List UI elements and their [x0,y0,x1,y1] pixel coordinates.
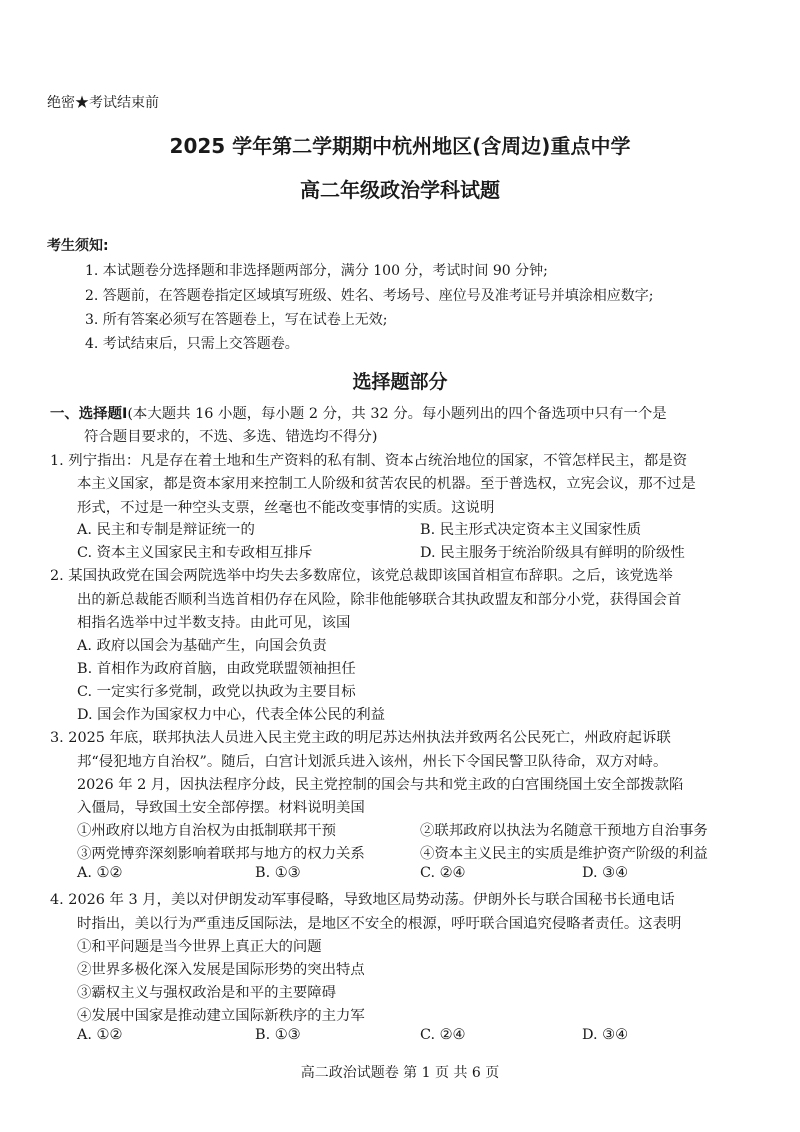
question-3-option-d: D. ③④ [582,865,628,881]
section-title: 选择题部分 [352,371,448,393]
question-4-statement-3: ③霸权主义与强权政治是和平的主要障碍 [77,985,337,1001]
question-1-option-a: A. 民主和专制是辩证统一的 [77,522,255,538]
question-2-option-a: A. 政府以国会为基础产生，向国会负责 [77,638,327,654]
question-3-statement-3: ③两党博弈深刻影响着联邦与地方的权力关系 [77,846,365,862]
question-1-option-b: B. 民主形式决定资本主义国家性质 [420,522,642,538]
question-1-option-c: C. 资本主义国家民主和专政相互排斥 [77,545,313,561]
question-2-stem: 出的新总裁能否顺利当选首相仍存在风险，除非他能够联合其执政盟友和部分小党，获得国会首 [77,592,682,608]
notice-item: 1. 本试题卷分选择题和非选择题两部分，满分 100 分，考试时间 90 分钟; [85,263,548,279]
question-1-option-d: D. 民主服务于统治阶级具有鲜明的阶级性 [420,545,685,561]
part-label: 一、选择题Ⅰ [50,406,128,422]
question-4-option-c: C. ②④ [420,1027,466,1043]
question-4-statement-2: ②世界多极化深入发展是国际形势的突出特点 [77,962,365,978]
question-3-stem: 2026 年 2 月，因执法程序分歧，民主党控制的国会与共和党主政的白宫围绕国土安全部拨款陷 [77,777,684,793]
part-description: (本大题共 16 小题，每小题 2 分，共 32 分。每小题列出的四个备选项中只有一个是 [127,406,667,422]
question-3-statement-4: ④资本主义民主的实质是维护资产阶级的利益 [420,846,708,862]
question-3-stem: 邦“侵犯地方自治权”。随后，白宫计划派兵进入该州，州长下令国民警卫队待命，双方对峙。 [77,754,668,770]
question-4-option-a: A. ①② [77,1027,123,1043]
question-2-option-c: C. 一定实行多党制，政党以执政为主要目标 [77,684,356,700]
notice-item: 3. 所有答案必须写在答题卷上，写在试卷上无效; [85,312,388,328]
question-3-option-b: B. ①③ [255,865,301,881]
question-3-stem: 3. 2025 年底，联邦执法人员进入民主党主政的明尼苏达州执法并致两名公民死亡，州政府起诉联 [50,730,671,746]
question-1-stem: 本主义国家，都是资本家用来控制工人阶级和贫苦农民的机器。至于普选权，立宪会议，那不过是 [77,476,696,492]
part-description-cont: 符合题目要求的，不选、多选、错选均不得分) [84,429,378,445]
question-1-stem: 形式，不过是一种空头支票，丝毫也不能改变事情的实质。这说明 [77,500,495,516]
question-4-stem: 4. 2026 年 3 月，美以对伊朗发动军事侵略，导致地区局势动荡。伊朗外长与联合国秘书长通电话 [50,892,675,908]
page-footer: 高二政治试题卷 第 1 页 共 6 页 [300,1065,500,1081]
exam-title: 2025 学年第二学期期中杭州地区(含周边)重点中学 [169,134,631,158]
exam-subtitle: 高二年级政治学科试题 [300,178,500,202]
question-2-stem: 2. 某国执政党在国会两院选举中均失去多数席位，该党总裁即该国首相宣布辞职。之后，该党选举 [50,568,673,584]
question-4-option-d: D. ③④ [582,1027,628,1043]
question-3-option-a: A. ①② [77,865,123,881]
question-1-stem: 1. 列宁指出：凡是存在着土地和生产资料的私有制、资本占统治地位的国家，不管怎样民主，都是资 [50,453,688,469]
question-2-option-d: D. 国会作为国家权力中心，代表全体公民的利益 [77,707,385,723]
question-3-statement-1: ①州政府以地方自治权为由抵制联邦干预 [77,823,337,839]
question-2-stem: 相指名选举中过半数支持。由此可见，该国 [77,615,351,631]
question-4-option-b: B. ①③ [255,1027,301,1043]
secret-label: 绝密★考试结束前 [47,95,159,111]
notice-item: 4. 考试结束后，只需上交答题卷。 [85,336,299,352]
notice-item: 2. 答题前，在答题卷指定区域填写班级、姓名、考场号、座位号及准考证号并填涂相应数字; [85,288,654,304]
notice-heading: 考生须知: [47,238,109,254]
question-3-stem: 入僵局，导致国土安全部停摆。材料说明美国 [77,800,365,816]
question-3-statement-2: ②联邦政府以执法为名随意干预地方自治事务 [420,823,708,839]
part-header [50,402,667,423]
question-4-statement-4: ④发展中国家是推动建立国际新秩序的主力军 [77,1008,365,1024]
question-4-stem: 时指出，美以行为严重违反国际法，是地区不安全的根源，呼吁联合国追究侵略者责任。这表明 [77,916,682,932]
question-3-option-c: C. ②④ [420,865,466,881]
question-4-statement-1: ①和平问题是当今世界上真正大的问题 [77,939,322,955]
question-2-option-b: B. 首相作为政府首脑，由政党联盟领袖担任 [77,661,356,677]
